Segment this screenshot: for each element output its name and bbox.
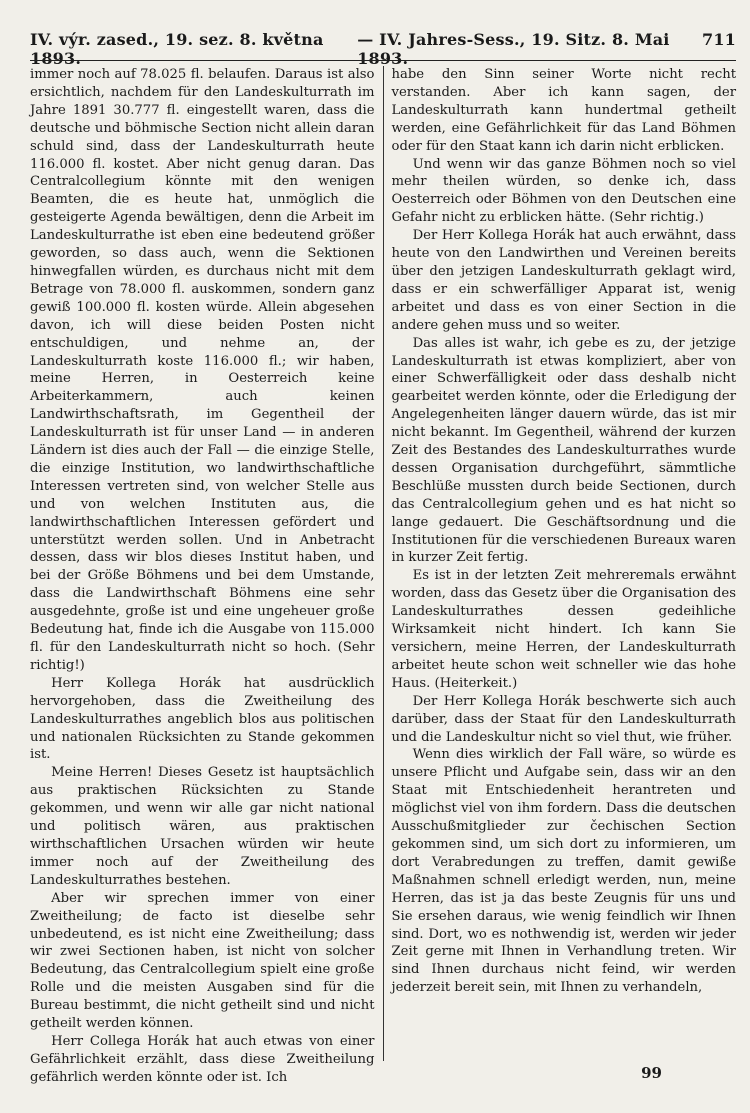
left-paragraph: Herr Kollega Horák hat ausdrücklich hervorgehoben, dass die Zweitheilung des Landeskulturrathes angeblich blos aus politischen und nationalen Rücksichten zu Stande gekommen ist. xyxy=(30,675,375,763)
left-paragraph: Herr Collega Horák hat auch etwas von einer Gefährlichkeit erzählt, dass diese Zweitheilung gefährlich werden könnte oder ist. Ich xyxy=(30,1033,375,1085)
right-paragraph: Wenn dies wirklich der Fall wäre, so würde es unsere Pflicht und Aufgabe sein, dass wir an den Staat mit Entschiedenheit herantreten und möglichst viel von ihm fordern. Dass die deutschen Ausschußmitglieder zur čechischen Section gekommen sind, um sich dort zu informieren, um dort Verabredungen zu treffen, damit gewiße Maßnahmen schnell erledigt werden, nun, meine Herren, das ist ja das beste Zeugnis für uns und Sie ersehen daraus, wie wenig feindlich wir Ihnen sind. Dort, wo es nothwendig ist, werden wir jeder Zeit gerne mit Ihnen in Verhandlung treten. Wir sind Ihnen durchaus nicht feind, wir werden jederzeit bereit sein, mit Ihnen zu verhandeln, xyxy=(391,747,736,996)
right-paragraph: Das alles ist wahr, ich gebe es zu, der jetzige Landeskulturrath ist etwas kompliziert, aber von einer Schwerfälligkeit oder dass deshalb nicht gearbeitet werden könnte, oder die Erledigung der Angelegenheiten länger dauern würde, das ist mir nicht bekannt. Im Gegentheil, während der kurzen Zeit des Bestandes des Landeskulturrathes wurde dessen Organisation durchgeführt, sämmtliche Beschlüße mussten durch beide Sectionen, durch das Centralcollegium gehen und es hat nicht so lange gedauert. Die Geschäftsordnung und die Institutionen für die verschiedenen Bureaux waren in kurzer Zeit fertig. xyxy=(391,335,736,566)
right-paragraph: habe den Sinn seiner Worte nicht recht verstanden. Aber ich kann sagen, der Landeskulturrath kann hundertmal getheilt werden, eine Gefährlichkeit für das Land Böhmen oder für den Staat kann ich darin nicht erblicken. xyxy=(391,67,736,154)
right-paragraph: Der Herr Kollega Horák beschwerte sich auch darüber, dass der Staat für den Landeskulturrath und die Landeskultur nicht so viel thut, wie früher. xyxy=(391,693,736,745)
right-paragraph: Und wenn wir das ganze Böhmen noch so viel mehr theilen würden, so denke ich, dass Oesterreich oder Böhmen von den Deutschen eine Gefahr nicht zu erblicken hätte. (Sehr richtig.) xyxy=(391,156,736,226)
left-column xyxy=(30,66,383,1085)
right-paragraph: Es ist in der letzten Zeit mehreremals erwähnt worden, dass das Gesetz über die Organisation des Landeskulturrathes dessen gedeihliche Wirksamkeit nicht hindert. Ich kann Sie versichern, meine Herren, der Landeskulturrath arbeitet heute schon weit schneller wie das hohe Haus. (Heiterkeit.) xyxy=(391,568,736,691)
right-paragraph: Der Herr Kollega Horák hat auch erwähnt, dass heute von den Landwirthen und Vereinen bereits über den jetzigen Landeskulturrath geklagt wird, dass er ein schwerfälliger Apparat ist, wenig arbeitet und dass es von einer Section in die andere gehen muss und so weiter. xyxy=(391,228,736,333)
header-czech: IV. výr. zased., 19. sez. 8. května 1893. xyxy=(30,30,324,68)
left-paragraph: Aber wir sprechen immer von einer Zweitheilung; de facto ist dieselbe sehr unbedeutend, es ist nicht eine Zweitheilung; dass wir zwei Sectionen haben, ist nicht von solcher Bedeutung, das Centralcollegium spielt eine große Rolle und die meisten Ausgaben sind für die Bureau bestimmt, die nicht getheilt sind und nicht getheilt werden können. xyxy=(30,890,375,1032)
running-header xyxy=(30,30,736,68)
page-number: 711 xyxy=(702,30,736,49)
sheet-number: 99 xyxy=(641,1064,662,1082)
left-paragraph: immer noch auf 78.025 fl. belaufen. Daraus ist also ersichtlich, nachdem für den Landeskulturrath im Jahre 1891 30.777 fl. eingestellt waren, dass die deutsche und böhmische Section nicht allein daran schuld sind, dass der Landeskulturrath heute 116.000 fl. kostet. Aber nicht genug daran. Das Centralcollegium könnte mit den wenigen Beamten, die es heute hat, unmöglich die gesteigerte Agenda bewältigen, denn die Arbeit im Landeskulturrathe ist eben eine bedeutend größer geworden, so dass auch, wenn die Sektionen hinwegfallen würden, es durchaus nicht mit dem Betrage von 78.000 fl. auskommen, sondern ganz gewiß 100.000 fl. kosten würde. Allein abgesehen davon, ich will diese beiden Posten nicht entschuldigen, und nehme an, der Landeskulturrath koste 116.000 fl.; wir haben, meine Herren, in Oesterreich keine Arbeiterkammern, auch keinen Landwirthschaftsrath, im Gegentheil der Landeskulturrath ist für unser Land — in anderen Ländern ist dies auch der Fall — die einzige Stelle, die einzige Institution, wo landwirthschaftliche Interessen vertreten sind, von welcher Stelle aus und von welchen Instituten aus, die landwirthschaftlichen Interessen gefördert und unterstützt werden sollen. Und in Anbetracht dessen, dass wir blos dieses Institut haben, und bei der Größe Böhmens und bei dem Umstande, dass die Landwirthschaft Böhmens eine sehr ausgedehnte, große ist und eine ungeheuer große Bedeutung hat, finde ich die Ausgabe von 115.000 fl. für den Landeskulturrath nicht so hoch. (Sehr richtig!) xyxy=(30,67,375,673)
right-column xyxy=(384,66,737,1061)
left-paragraph: Meine Herren! Dieses Gesetz ist hauptsächlich aus praktischen Rücksichten zu Stande gekommen, und wenn wir alle gar nicht national und politisch wären, aus praktischen wirthschaftlichen Ursachen würden wir heute immer noch auf der Zweitheilung des Landeskulturrathes bestehen. xyxy=(30,765,375,888)
header-german: — IV. Jahres-Sess., 19. Sitz. 8. Mai 1893. xyxy=(357,30,670,68)
header-rule xyxy=(30,60,736,61)
